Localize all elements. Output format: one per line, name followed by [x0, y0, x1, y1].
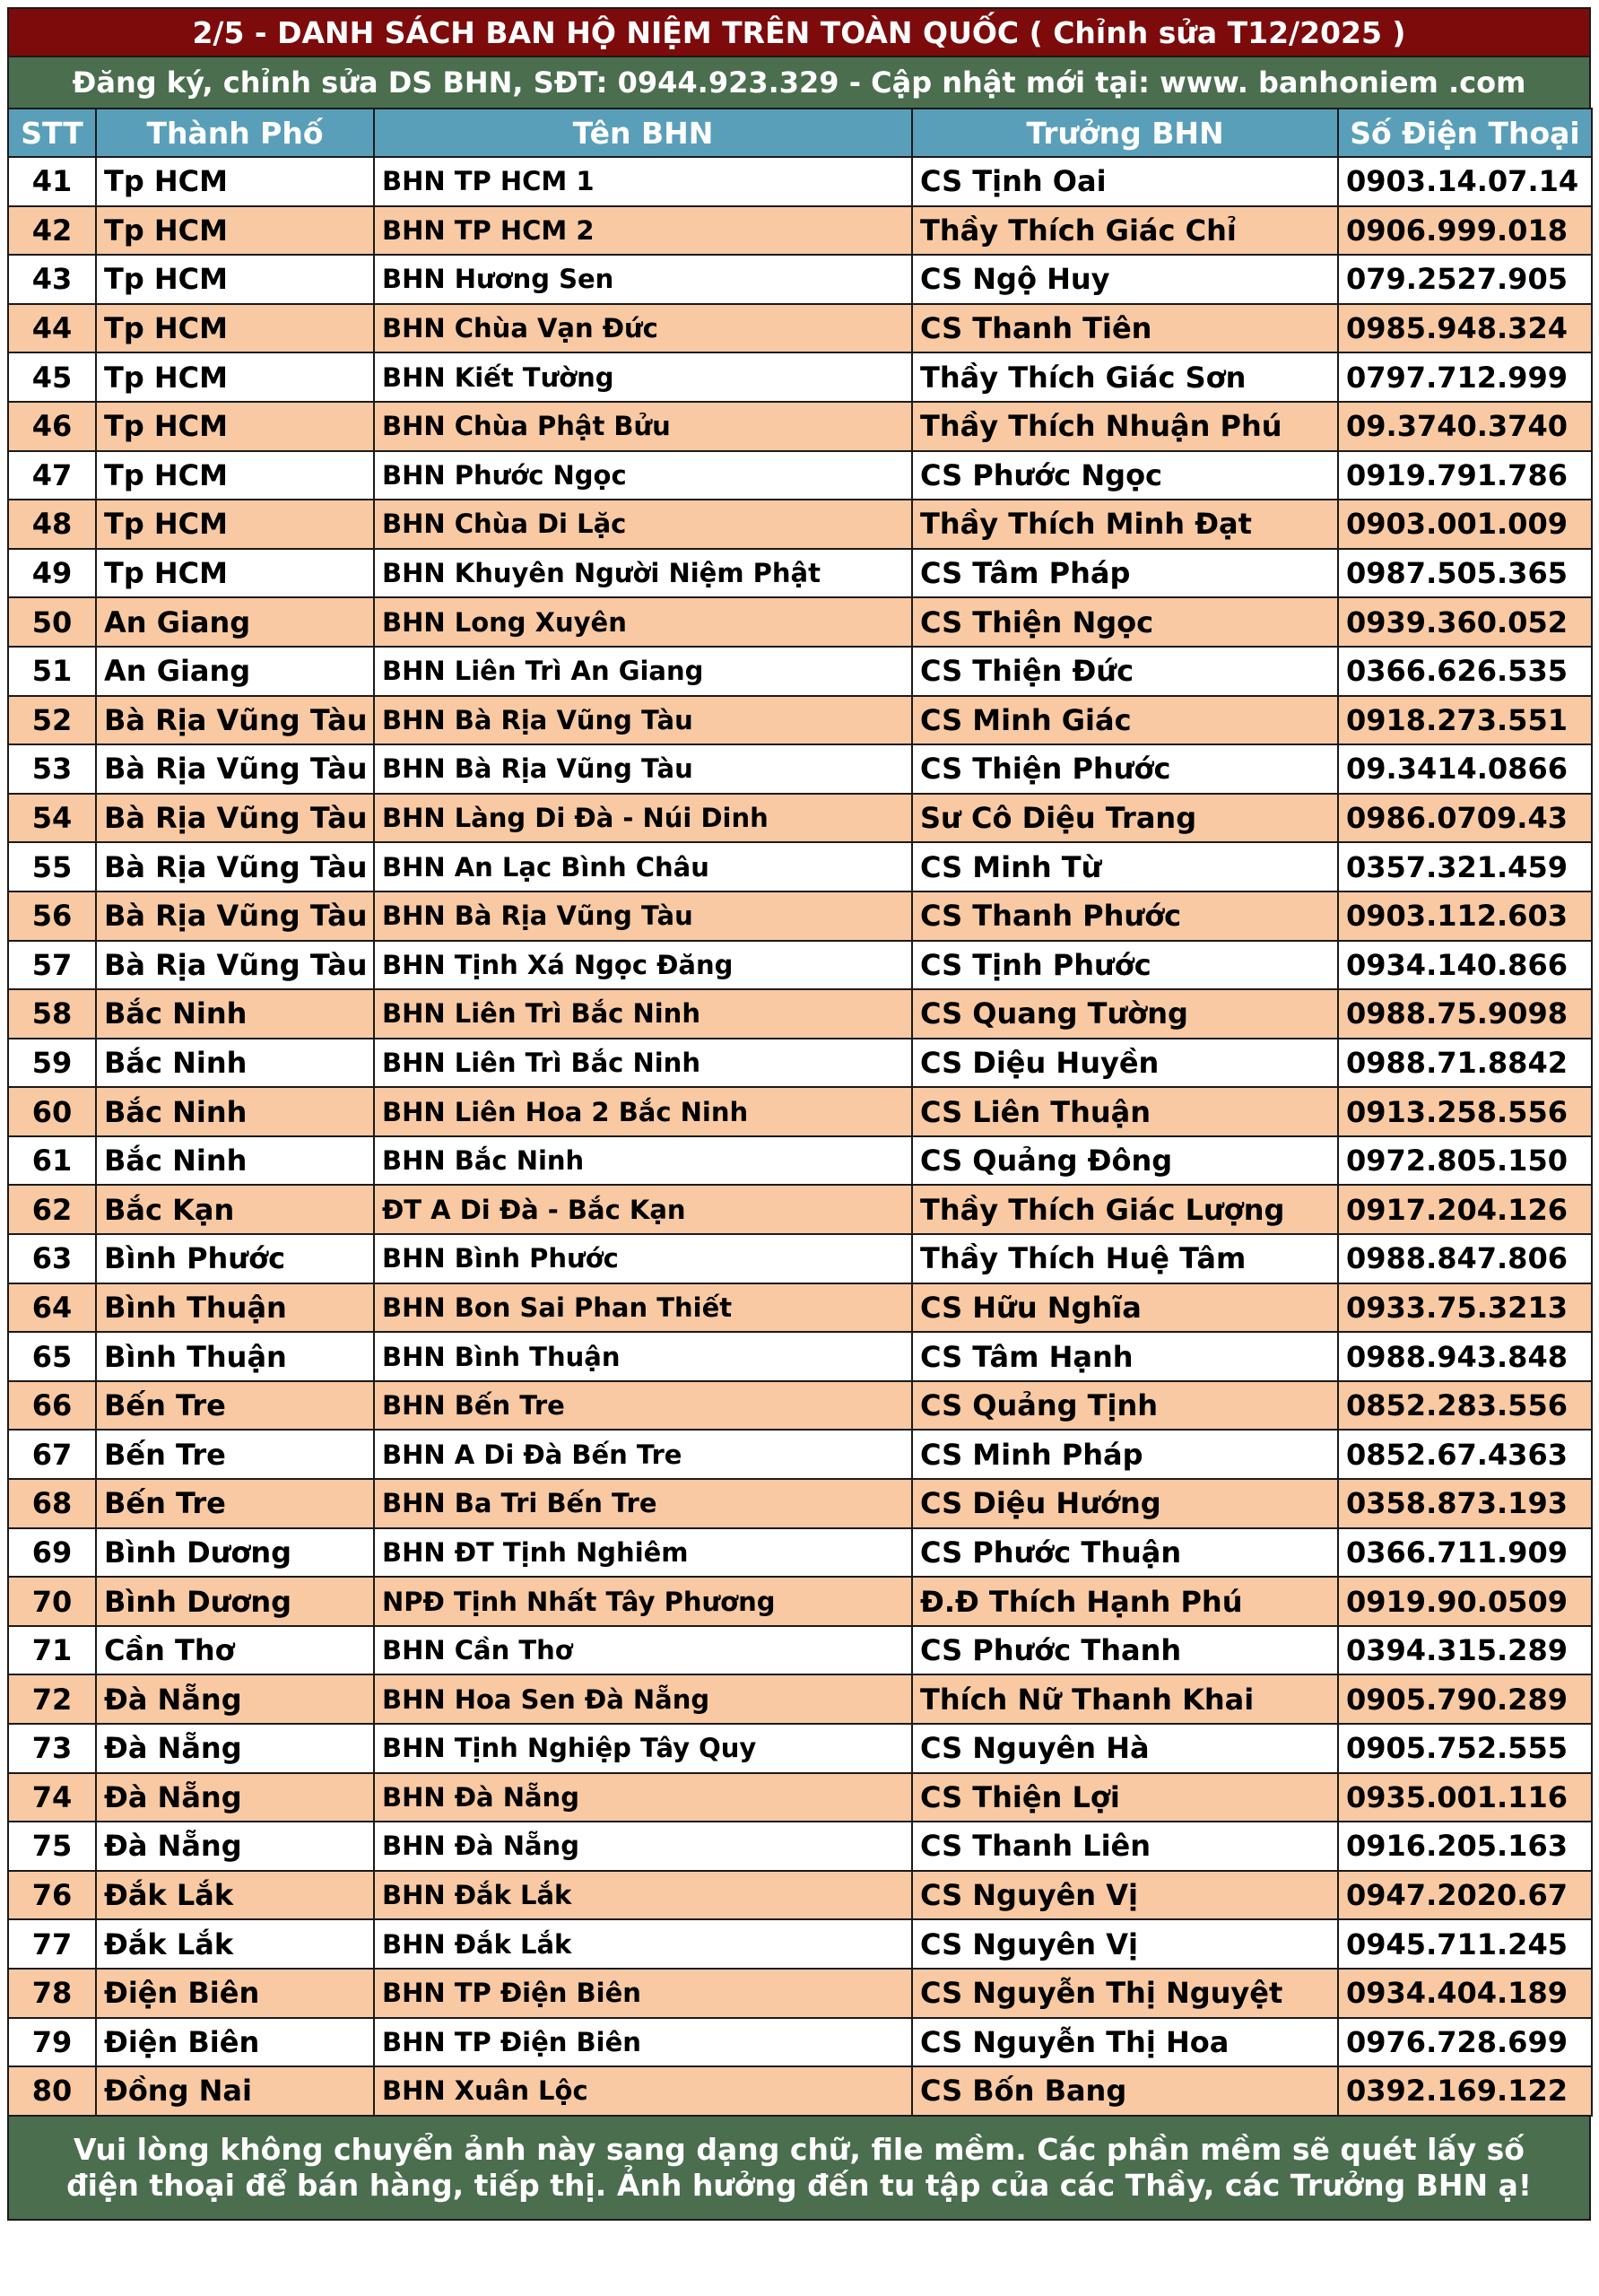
cell-city: Đà Nẵng	[96, 1724, 374, 1773]
table-row	[8, 1332, 1592, 1381]
cell-bhn-name: BHN Bà Rịa Vũng Tàu	[374, 891, 912, 941]
cell-city: Bắc Kạn	[96, 1185, 374, 1234]
cell-stt: 49	[8, 549, 96, 598]
table-row	[8, 1136, 1592, 1186]
cell-bhn-name: BHN Đắk Lắk	[374, 1919, 912, 1969]
cell-bhn-name: BHN Bắc Ninh	[374, 1136, 912, 1186]
cell-leader: Thầy Thích Nhuận Phú	[912, 402, 1338, 451]
table-row	[8, 352, 1592, 402]
cell-stt: 47	[8, 451, 96, 500]
cell-bhn-name: BHN Đà Nẵng	[374, 1773, 912, 1822]
cell-phone: 0988.75.9098	[1338, 989, 1592, 1039]
cell-bhn-name: BHN TP HCM 2	[374, 206, 912, 256]
cell-stt: 68	[8, 1479, 96, 1528]
column-header-phone: Số Điện Thoại	[1338, 109, 1592, 157]
cell-phone: 0985.948.324	[1338, 304, 1592, 353]
cell-phone: 0394.315.289	[1338, 1626, 1592, 1675]
table-row	[8, 794, 1592, 843]
table-row	[8, 1871, 1592, 1920]
cell-city: Điện Biên	[96, 2018, 374, 2067]
table-row	[8, 1577, 1592, 1626]
table-row	[8, 597, 1592, 647]
cell-bhn-name: BHN Hoa Sen Đà Nẵng	[374, 1674, 912, 1724]
cell-city: Tp HCM	[96, 304, 374, 353]
cell-city: Bắc Ninh	[96, 1136, 374, 1186]
table-row	[8, 696, 1592, 745]
cell-phone: 0919.791.786	[1338, 451, 1592, 500]
cell-stt: 78	[8, 1969, 96, 2018]
cell-stt: 43	[8, 255, 96, 304]
cell-leader: CS Ngộ Huy	[912, 255, 1338, 304]
cell-stt: 54	[8, 794, 96, 843]
cell-city: Tp HCM	[96, 352, 374, 402]
cell-stt: 77	[8, 1919, 96, 1969]
cell-leader: CS Thiện Phước	[912, 744, 1338, 794]
cell-phone: 0987.505.365	[1338, 549, 1592, 598]
column-header-name: Tên BHN	[374, 109, 912, 157]
cell-stt: 73	[8, 1724, 96, 1773]
cell-stt: 48	[8, 500, 96, 549]
cell-leader: Thầy Thích Huệ Tâm	[912, 1234, 1338, 1283]
cell-city: Tp HCM	[96, 451, 374, 500]
cell-leader: Đ.Đ Thích Hạnh Phú	[912, 1577, 1338, 1626]
cell-leader: Thầy Thích Giác Lượng	[912, 1185, 1338, 1234]
cell-leader: CS Tâm Hạnh	[912, 1332, 1338, 1381]
cell-phone: 0986.0709.43	[1338, 794, 1592, 843]
table-row	[8, 744, 1592, 794]
cell-stt: 72	[8, 1674, 96, 1724]
cell-bhn-name: BHN Hương Sen	[374, 255, 912, 304]
table-body	[8, 157, 1592, 2116]
cell-phone: 0976.728.699	[1338, 2018, 1592, 2067]
cell-phone: 0903.14.07.14	[1338, 157, 1592, 206]
cell-bhn-name: BHN Khuyên Người Niệm Phật	[374, 549, 912, 598]
cell-phone: 0934.140.866	[1338, 941, 1592, 990]
cell-phone: 0935.001.116	[1338, 1773, 1592, 1822]
table-row	[8, 1087, 1592, 1136]
table-row	[8, 402, 1592, 451]
cell-leader: CS Diệu Huyền	[912, 1039, 1338, 1088]
cell-leader: CS Hữu Nghĩa	[912, 1283, 1338, 1333]
contact-subtitle: Đăng ký, chỉnh sửa DS BHN, SĐT: 0944.923.329 - Cập nhật mới tại: www. banhoniem .com	[7, 57, 1591, 108]
cell-stt: 51	[8, 647, 96, 696]
cell-bhn-name: BHN Bình Thuận	[374, 1332, 912, 1381]
cell-bhn-name: BHN ĐT Tịnh Nghiêm	[374, 1528, 912, 1578]
cell-bhn-name: BHN Bến Tre	[374, 1381, 912, 1431]
cell-bhn-name: BHN Bon Sai Phan Thiết	[374, 1283, 912, 1333]
cell-city: Bà Rịa Vũng Tàu	[96, 794, 374, 843]
cell-city: Bà Rịa Vũng Tàu	[96, 842, 374, 891]
column-header-city: Thành Phố	[96, 109, 374, 157]
cell-city: Bà Rịa Vũng Tàu	[96, 891, 374, 941]
cell-bhn-name: BHN Liên Trì Bắc Ninh	[374, 989, 912, 1039]
cell-leader: CS Thanh Tiên	[912, 304, 1338, 353]
cell-phone: 0934.404.189	[1338, 1969, 1592, 2018]
table-row	[8, 1430, 1592, 1479]
table-row	[8, 1674, 1592, 1724]
cell-leader: CS Thiện Đức	[912, 647, 1338, 696]
cell-city: Bà Rịa Vũng Tàu	[96, 941, 374, 990]
cell-bhn-name: BHN Phước Ngọc	[374, 451, 912, 500]
cell-bhn-name: NPĐ Tịnh Nhất Tây Phương	[374, 1577, 912, 1626]
cell-leader: CS Diệu Hướng	[912, 1479, 1338, 1528]
cell-bhn-name: BHN Long Xuyên	[374, 597, 912, 647]
cell-stt: 65	[8, 1332, 96, 1381]
cell-phone: 0852.67.4363	[1338, 1430, 1592, 1479]
directory-sheet	[7, 7, 1591, 2221]
cell-city: Bình Phước	[96, 1234, 374, 1283]
cell-city: Bắc Ninh	[96, 1087, 374, 1136]
table-row	[8, 891, 1592, 941]
cell-phone: 0357.321.459	[1338, 842, 1592, 891]
cell-stt: 59	[8, 1039, 96, 1088]
cell-city: An Giang	[96, 647, 374, 696]
cell-stt: 41	[8, 157, 96, 206]
cell-city: Đồng Nai	[96, 2066, 374, 2116]
cell-phone: 0947.2020.67	[1338, 1871, 1592, 1920]
cell-bhn-name: BHN TP Điện Biên	[374, 1969, 912, 2018]
table-row	[8, 2018, 1592, 2067]
table-row	[8, 1919, 1592, 1969]
cell-city: Đắk Lắk	[96, 1919, 374, 1969]
cell-phone: 0988.943.848	[1338, 1332, 1592, 1381]
cell-stt: 69	[8, 1528, 96, 1578]
cell-leader: CS Nguyên Hà	[912, 1724, 1338, 1773]
table-row	[8, 842, 1592, 891]
cell-phone: 0852.283.556	[1338, 1381, 1592, 1431]
cell-leader: Sư Cô Diệu Trang	[912, 794, 1338, 843]
cell-stt: 56	[8, 891, 96, 941]
cell-phone: 0945.711.245	[1338, 1919, 1592, 1969]
cell-leader: CS Nguyên Vị	[912, 1919, 1338, 1969]
cell-stt: 67	[8, 1430, 96, 1479]
cell-stt: 75	[8, 1822, 96, 1871]
cell-leader: CS Minh Giác	[912, 696, 1338, 745]
cell-bhn-name: ĐT A Di Đà - Bắc Kạn	[374, 1185, 912, 1234]
table-row	[8, 1283, 1592, 1333]
cell-phone: 0906.999.018	[1338, 206, 1592, 256]
table-row	[8, 647, 1592, 696]
cell-leader: CS Minh Pháp	[912, 1430, 1338, 1479]
cell-city: Bến Tre	[96, 1430, 374, 1479]
cell-city: Tp HCM	[96, 500, 374, 549]
table-row	[8, 157, 1592, 206]
table-row	[8, 206, 1592, 256]
cell-leader: CS Phước Thuận	[912, 1528, 1338, 1578]
cell-phone: 0917.204.126	[1338, 1185, 1592, 1234]
cell-bhn-name: BHN Đắk Lắk	[374, 1871, 912, 1920]
cell-phone: 0933.75.3213	[1338, 1283, 1592, 1333]
cell-stt: 57	[8, 941, 96, 990]
cell-city: Tp HCM	[96, 402, 374, 451]
cell-leader: CS Thanh Phước	[912, 891, 1338, 941]
cell-stt: 53	[8, 744, 96, 794]
table-row	[8, 549, 1592, 598]
cell-stt: 70	[8, 1577, 96, 1626]
cell-leader: CS Tịnh Phước	[912, 941, 1338, 990]
cell-city: Bình Dương	[96, 1577, 374, 1626]
cell-leader: CS Liên Thuận	[912, 1087, 1338, 1136]
cell-bhn-name: BHN Cần Thơ	[374, 1626, 912, 1675]
cell-phone: 0905.752.555	[1338, 1724, 1592, 1773]
table-row	[8, 304, 1592, 353]
cell-phone: 0903.001.009	[1338, 500, 1592, 549]
cell-leader: CS Thiện Lợi	[912, 1773, 1338, 1822]
table-row	[8, 255, 1592, 304]
cell-leader: CS Tịnh Oai	[912, 157, 1338, 206]
cell-phone: 0392.169.122	[1338, 2066, 1592, 2116]
cell-leader: CS Quảng Tịnh	[912, 1381, 1338, 1431]
cell-city: Đà Nẵng	[96, 1773, 374, 1822]
cell-city: Bến Tre	[96, 1381, 374, 1431]
cell-stt: 42	[8, 206, 96, 256]
cell-bhn-name: BHN Bà Rịa Vũng Tàu	[374, 744, 912, 794]
cell-city: Cần Thơ	[96, 1626, 374, 1675]
cell-leader: CS Bốn Bang	[912, 2066, 1338, 2116]
cell-bhn-name: BHN Đà Nẵng	[374, 1822, 912, 1871]
cell-stt: 71	[8, 1626, 96, 1675]
table-row	[8, 2066, 1592, 2116]
cell-phone: 0919.90.0509	[1338, 1577, 1592, 1626]
cell-phone: 0988.71.8842	[1338, 1039, 1592, 1088]
cell-bhn-name: BHN TP HCM 1	[374, 157, 912, 206]
table-row	[8, 1039, 1592, 1088]
table-row	[8, 1185, 1592, 1234]
cell-bhn-name: BHN An Lạc Bình Châu	[374, 842, 912, 891]
cell-stt: 60	[8, 1087, 96, 1136]
cell-phone: 0916.205.163	[1338, 1822, 1592, 1871]
cell-city: Tp HCM	[96, 549, 374, 598]
cell-stt: 58	[8, 989, 96, 1039]
cell-bhn-name: BHN A Di Đà Bến Tre	[374, 1430, 912, 1479]
cell-bhn-name: BHN Bà Rịa Vũng Tàu	[374, 696, 912, 745]
cell-leader: Thích Nữ Thanh Khai	[912, 1674, 1338, 1724]
cell-bhn-name: BHN Liên Hoa 2 Bắc Ninh	[374, 1087, 912, 1136]
cell-leader: CS Minh Từ	[912, 842, 1338, 891]
cell-city: Tp HCM	[96, 206, 374, 256]
table-header-row	[8, 109, 1592, 157]
cell-leader: Thầy Thích Giác Chỉ	[912, 206, 1338, 256]
cell-bhn-name: BHN Chùa Vạn Đức	[374, 304, 912, 353]
cell-leader: CS Thanh Liên	[912, 1822, 1338, 1871]
cell-city: Bến Tre	[96, 1479, 374, 1528]
table-row	[8, 941, 1592, 990]
cell-leader: CS Phước Ngọc	[912, 451, 1338, 500]
cell-city: Đà Nẵng	[96, 1822, 374, 1871]
cell-phone: 0366.626.535	[1338, 647, 1592, 696]
cell-phone: 0972.805.150	[1338, 1136, 1592, 1186]
cell-phone: 0903.112.603	[1338, 891, 1592, 941]
cell-city: Tp HCM	[96, 157, 374, 206]
table-row	[8, 1381, 1592, 1431]
cell-stt: 46	[8, 402, 96, 451]
cell-stt: 52	[8, 696, 96, 745]
cell-bhn-name: BHN Ba Tri Bến Tre	[374, 1479, 912, 1528]
table-row	[8, 1822, 1592, 1871]
cell-stt: 50	[8, 597, 96, 647]
cell-leader: CS Tâm Pháp	[912, 549, 1338, 598]
table-row	[8, 1626, 1592, 1675]
cell-leader: CS Nguyễn Thị Hoa	[912, 2018, 1338, 2067]
cell-phone: 0913.258.556	[1338, 1087, 1592, 1136]
cell-city: Bình Thuận	[96, 1283, 374, 1333]
cell-leader: CS Quảng Đông	[912, 1136, 1338, 1186]
column-header-stt: STT	[8, 109, 96, 157]
cell-city: Bình Thuận	[96, 1332, 374, 1381]
cell-city: Bắc Ninh	[96, 1039, 374, 1088]
cell-bhn-name: BHN Xuân Lộc	[374, 2066, 912, 2116]
cell-phone: 0939.360.052	[1338, 597, 1592, 647]
cell-city: Tp HCM	[96, 255, 374, 304]
cell-leader: Thầy Thích Minh Đạt	[912, 500, 1338, 549]
cell-city: An Giang	[96, 597, 374, 647]
cell-phone: 079.2527.905	[1338, 255, 1592, 304]
table-row	[8, 1234, 1592, 1283]
cell-city: Điện Biên	[96, 1969, 374, 2018]
cell-stt: 62	[8, 1185, 96, 1234]
cell-bhn-name: BHN Liên Trì An Giang	[374, 647, 912, 696]
footer-notice: Vui lòng không chuyển ảnh này sang dạng chữ, file mềm. Các phần mềm sẽ quét lấy số điện thoại để bán hàng, tiếp thị. Ảnh hưởng đến tu tập của các Thầy, các Trưởng BHN ạ!	[7, 2117, 1591, 2221]
cell-phone: 09.3740.3740	[1338, 402, 1592, 451]
cell-bhn-name: BHN Tịnh Nghiệp Tây Quy	[374, 1724, 912, 1773]
cell-stt: 79	[8, 2018, 96, 2067]
table-row	[8, 989, 1592, 1039]
cell-stt: 61	[8, 1136, 96, 1186]
cell-city: Bắc Ninh	[96, 989, 374, 1039]
cell-city: Bà Rịa Vũng Tàu	[96, 696, 374, 745]
cell-bhn-name: BHN Làng Di Đà - Núi Dinh	[374, 794, 912, 843]
column-header-leader: Trưởng BHN	[912, 109, 1338, 157]
cell-phone: 0918.273.551	[1338, 696, 1592, 745]
cell-phone: 0797.712.999	[1338, 352, 1592, 402]
cell-leader: CS Quang Tường	[912, 989, 1338, 1039]
page-title: 2/5 - DANH SÁCH BAN HỘ NIỆM TRÊN TOÀN QUỐC ( Chỉnh sửa T12/2025 )	[7, 7, 1591, 57]
cell-bhn-name: BHN Chùa Di Lặc	[374, 500, 912, 549]
cell-stt: 76	[8, 1871, 96, 1920]
cell-stt: 80	[8, 2066, 96, 2116]
cell-phone: 0366.711.909	[1338, 1528, 1592, 1578]
cell-stt: 45	[8, 352, 96, 402]
cell-phone: 0358.873.193	[1338, 1479, 1592, 1528]
cell-bhn-name: BHN Tịnh Xá Ngọc Đăng	[374, 941, 912, 990]
cell-city: Bình Dương	[96, 1528, 374, 1578]
cell-leader: CS Thiện Ngọc	[912, 597, 1338, 647]
table-row	[8, 1773, 1592, 1822]
cell-bhn-name: BHN Kiết Tường	[374, 352, 912, 402]
cell-phone: 09.3414.0866	[1338, 744, 1592, 794]
cell-bhn-name: BHN TP Điện Biên	[374, 2018, 912, 2067]
cell-leader: CS Nguyễn Thị Nguyệt	[912, 1969, 1338, 2018]
table-row	[8, 1724, 1592, 1773]
cell-stt: 44	[8, 304, 96, 353]
table-row	[8, 1528, 1592, 1578]
cell-leader: CS Nguyên Vị	[912, 1871, 1338, 1920]
cell-stt: 64	[8, 1283, 96, 1333]
cell-city: Đắk Lắk	[96, 1871, 374, 1920]
cell-bhn-name: BHN Chùa Phật Bửu	[374, 402, 912, 451]
directory-table	[7, 108, 1593, 2117]
cell-stt: 55	[8, 842, 96, 891]
cell-phone: 0988.847.806	[1338, 1234, 1592, 1283]
cell-bhn-name: BHN Bình Phước	[374, 1234, 912, 1283]
cell-leader: Thầy Thích Giác Sơn	[912, 352, 1338, 402]
cell-bhn-name: BHN Liên Trì Bắc Ninh	[374, 1039, 912, 1088]
cell-leader: CS Phước Thanh	[912, 1626, 1338, 1675]
table-row	[8, 451, 1592, 500]
table-row	[8, 500, 1592, 549]
table-row	[8, 1969, 1592, 2018]
cell-stt: 63	[8, 1234, 96, 1283]
cell-phone: 0905.790.289	[1338, 1674, 1592, 1724]
cell-city: Bà Rịa Vũng Tàu	[96, 744, 374, 794]
cell-city: Đà Nẵng	[96, 1674, 374, 1724]
cell-stt: 74	[8, 1773, 96, 1822]
cell-stt: 66	[8, 1381, 96, 1431]
table-row	[8, 1479, 1592, 1528]
